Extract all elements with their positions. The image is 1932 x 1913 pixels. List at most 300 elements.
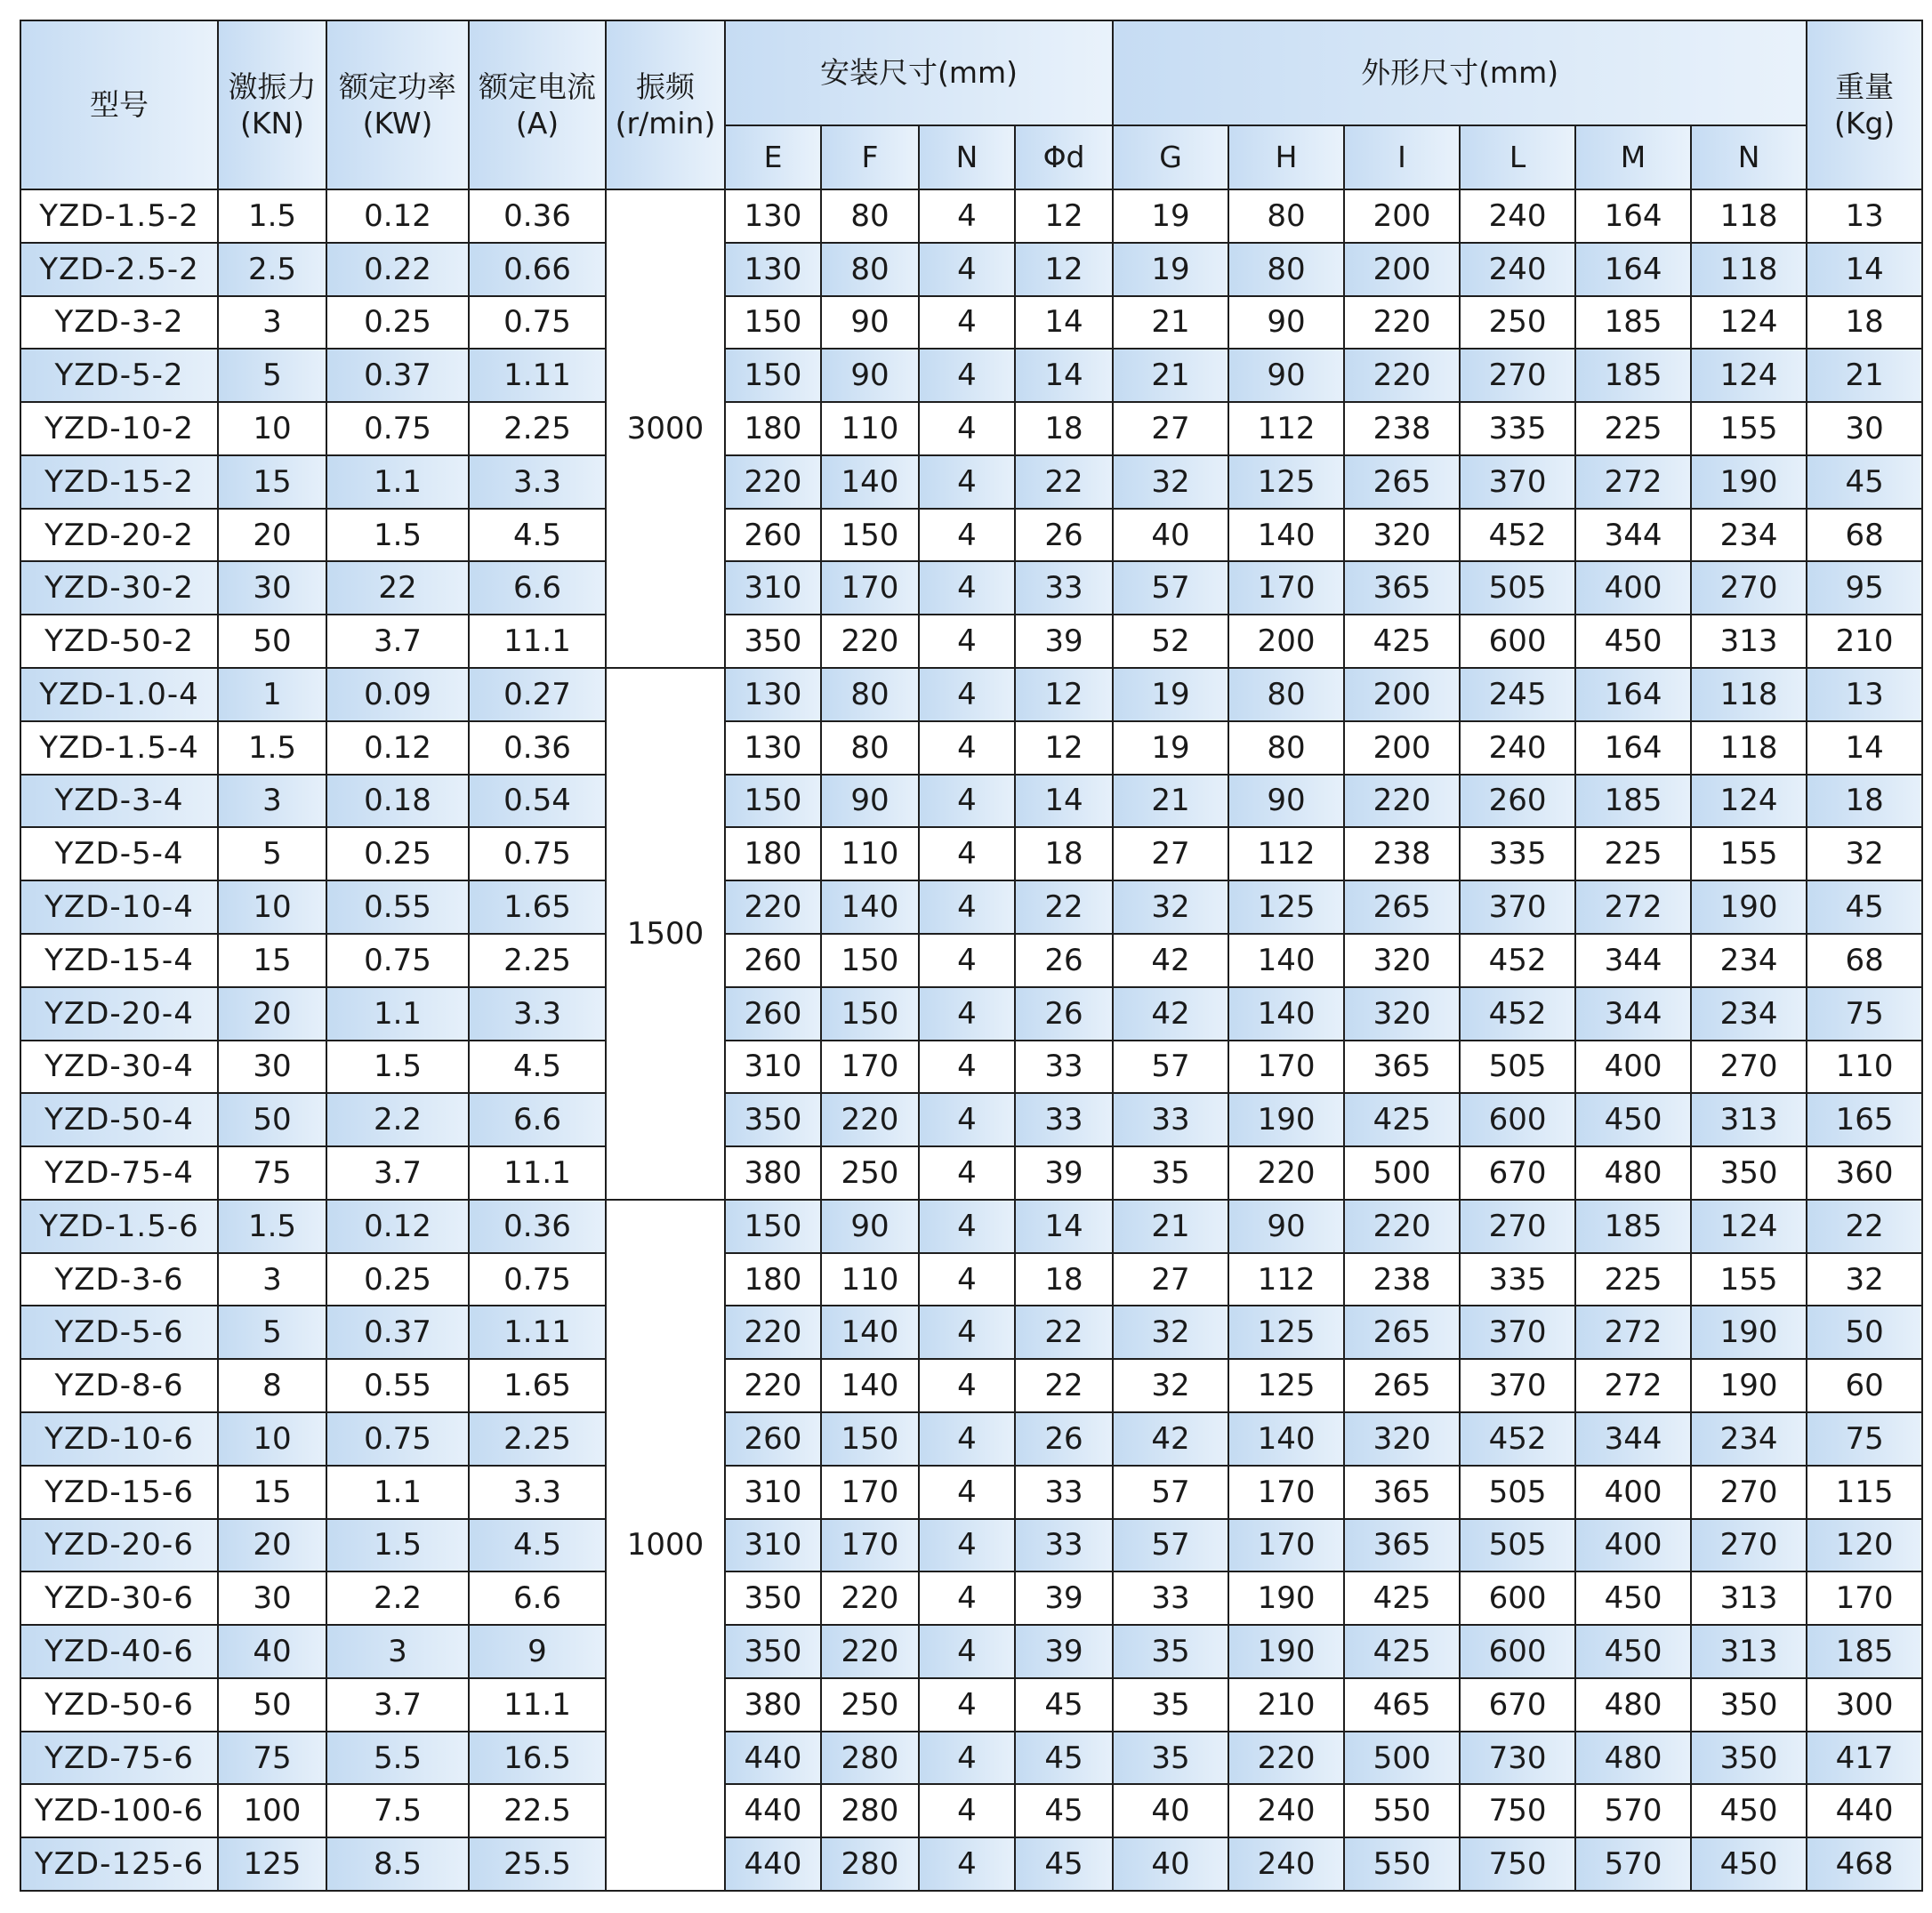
table-cell: 452 — [1460, 509, 1575, 562]
table-row — [20, 1041, 1922, 1094]
table-cell: 155 — [1691, 827, 1807, 880]
table-cell: 14 — [1807, 243, 1922, 296]
table-cell: 8 — [218, 1359, 326, 1412]
table-cell: 234 — [1691, 1412, 1807, 1466]
table-cell: 1.1 — [326, 987, 469, 1041]
table-cell: 170 — [821, 1519, 919, 1572]
table-cell: 0.54 — [469, 775, 606, 828]
table-row — [20, 1146, 1922, 1200]
table-cell: 260 — [725, 509, 821, 562]
model-cell: YZD-10-6 — [20, 1412, 218, 1466]
table-cell: 45 — [1015, 1678, 1113, 1732]
model-cell: YZD-1.5-4 — [20, 721, 218, 775]
table-cell: 265 — [1344, 1306, 1460, 1359]
table-cell: 400 — [1575, 1519, 1691, 1572]
subheader-outline-col: I — [1344, 125, 1460, 189]
table-cell: 360 — [1807, 1146, 1922, 1200]
table-cell: 2.2 — [326, 1571, 469, 1625]
model-cell: YZD-15-4 — [20, 934, 218, 987]
table-cell: 1.65 — [469, 1359, 606, 1412]
table-row — [20, 296, 1922, 350]
table-cell: 313 — [1691, 615, 1807, 668]
table-cell: 417 — [1807, 1732, 1922, 1785]
table-cell: 185 — [1575, 1200, 1691, 1253]
table-cell: 90 — [1228, 296, 1344, 350]
model-cell: YZD-50-2 — [20, 615, 218, 668]
table-cell: 750 — [1460, 1837, 1575, 1891]
table-cell: 26 — [1015, 934, 1113, 987]
table-cell: 13 — [1807, 189, 1922, 243]
table-cell: 22 — [1015, 1306, 1113, 1359]
model-cell: YZD-3-2 — [20, 296, 218, 350]
table-cell: 450 — [1575, 615, 1691, 668]
table-cell: 234 — [1691, 509, 1807, 562]
table-cell: 90 — [821, 775, 919, 828]
table-cell: 272 — [1575, 1306, 1691, 1359]
table-cell: 125 — [1228, 1306, 1344, 1359]
table-cell: 0.12 — [326, 189, 469, 243]
table-cell: 9 — [469, 1625, 606, 1678]
table-cell: 33 — [1015, 561, 1113, 615]
table-cell: 32 — [1113, 880, 1228, 934]
table-cell: 32 — [1807, 827, 1922, 880]
table-cell: 27 — [1113, 402, 1228, 455]
table-cell: 260 — [1460, 775, 1575, 828]
table-row — [20, 721, 1922, 775]
table-row — [20, 1571, 1922, 1625]
table-cell: 220 — [725, 455, 821, 509]
table-cell: 350 — [1691, 1732, 1807, 1785]
table-cell: 125 — [218, 1837, 326, 1891]
table-cell: 180 — [725, 827, 821, 880]
table-cell: 21 — [1113, 349, 1228, 402]
table-cell: 33 — [1015, 1519, 1113, 1572]
table-cell: 313 — [1691, 1093, 1807, 1146]
table-cell: 33 — [1015, 1093, 1113, 1146]
table-cell: 0.37 — [326, 1306, 469, 1359]
table-cell: 118 — [1691, 721, 1807, 775]
table-cell: 380 — [725, 1146, 821, 1200]
table-cell: 45 — [1807, 880, 1922, 934]
table-cell: 5.5 — [326, 1732, 469, 1785]
subheader-install-col: Φd — [1015, 125, 1113, 189]
table-cell: 12 — [1015, 668, 1113, 721]
table-cell: 11.1 — [469, 1146, 606, 1200]
model-cell: YZD-10-4 — [20, 880, 218, 934]
table-cell: 365 — [1344, 1519, 1460, 1572]
table-cell: 344 — [1575, 934, 1691, 987]
table-cell: 0.36 — [469, 189, 606, 243]
table-cell: 365 — [1344, 561, 1460, 615]
table-cell: 272 — [1575, 880, 1691, 934]
table-cell: 238 — [1344, 827, 1460, 880]
table-cell: 365 — [1344, 1041, 1460, 1094]
table-cell: 11.1 — [469, 615, 606, 668]
table-cell: 3.7 — [326, 1146, 469, 1200]
table-row — [20, 1784, 1922, 1837]
table-cell: 130 — [725, 243, 821, 296]
table-cell: 10 — [218, 1412, 326, 1466]
table-cell: 33 — [1113, 1093, 1228, 1146]
table-cell: 1.1 — [326, 1466, 469, 1519]
table-cell: 670 — [1460, 1146, 1575, 1200]
table-cell: 7.5 — [326, 1784, 469, 1837]
table-cell: 4 — [919, 1625, 1015, 1678]
table-cell: 245 — [1460, 668, 1575, 721]
table-cell: 4 — [919, 1732, 1015, 1785]
table-cell: 12 — [1015, 189, 1113, 243]
model-cell: YZD-75-4 — [20, 1146, 218, 1200]
table-row — [20, 668, 1922, 721]
table-cell: 18 — [1807, 296, 1922, 350]
table-cell: 30 — [218, 561, 326, 615]
table-cell: 68 — [1807, 934, 1922, 987]
table-cell: 164 — [1575, 243, 1691, 296]
table-cell: 350 — [1691, 1678, 1807, 1732]
table-cell: 19 — [1113, 243, 1228, 296]
table-cell: 4 — [919, 189, 1015, 243]
table-cell: 6.6 — [469, 561, 606, 615]
table-cell: 125 — [1228, 880, 1344, 934]
table-cell: 220 — [725, 880, 821, 934]
table-cell: 4 — [919, 509, 1015, 562]
frequency-cell: 3000 — [606, 189, 725, 668]
table-cell: 11.1 — [469, 1678, 606, 1732]
table-cell: 32 — [1113, 1359, 1228, 1412]
table-cell: 39 — [1015, 1571, 1113, 1625]
table-cell: 0.66 — [469, 243, 606, 296]
table-cell: 0.55 — [326, 880, 469, 934]
model-cell: YZD-100-6 — [20, 1784, 218, 1837]
table-cell: 50 — [218, 1093, 326, 1146]
table-row — [20, 1093, 1922, 1146]
table-cell: 1.5 — [326, 1519, 469, 1572]
subheader-outline-col: G — [1113, 125, 1228, 189]
table-cell: 320 — [1344, 934, 1460, 987]
header-current: 额定电流 (A) — [469, 20, 606, 189]
table-cell: 170 — [821, 561, 919, 615]
table-cell: 14 — [1015, 296, 1113, 350]
table-cell: 234 — [1691, 987, 1807, 1041]
table-row — [20, 1253, 1922, 1306]
table-cell: 68 — [1807, 509, 1922, 562]
table-cell: 155 — [1691, 1253, 1807, 1306]
table-cell: 320 — [1344, 509, 1460, 562]
table-cell: 170 — [1228, 561, 1344, 615]
table-cell: 200 — [1344, 668, 1460, 721]
table-cell: 505 — [1460, 1041, 1575, 1094]
table-cell: 270 — [1460, 349, 1575, 402]
table-cell: 440 — [725, 1837, 821, 1891]
table-row — [20, 1359, 1922, 1412]
table-cell: 4 — [919, 721, 1015, 775]
table-cell: 4 — [919, 1200, 1015, 1253]
table-row — [20, 880, 1922, 934]
table-cell: 4 — [919, 1519, 1015, 1572]
header-force: 激振力 (KN) — [218, 20, 326, 189]
table-cell: 75 — [1807, 1412, 1922, 1466]
table-cell: 0.36 — [469, 721, 606, 775]
table-cell: 310 — [725, 561, 821, 615]
table-cell: 150 — [725, 775, 821, 828]
table-cell: 20 — [218, 987, 326, 1041]
table-cell: 150 — [821, 987, 919, 1041]
table-cell: 3.7 — [326, 615, 469, 668]
table-cell: 80 — [1228, 189, 1344, 243]
table-cell: 313 — [1691, 1571, 1807, 1625]
table-cell: 600 — [1460, 1571, 1575, 1625]
table-cell: 22 — [326, 561, 469, 615]
table-row — [20, 615, 1922, 668]
table-cell: 35 — [1113, 1732, 1228, 1785]
table-cell: 33 — [1015, 1466, 1113, 1519]
table-cell: 500 — [1344, 1146, 1460, 1200]
table-cell: 16.5 — [469, 1732, 606, 1785]
table-cell: 4 — [919, 1306, 1015, 1359]
table-cell: 22.5 — [469, 1784, 606, 1837]
table-row — [20, 827, 1922, 880]
table-cell: 22 — [1015, 455, 1113, 509]
table-row — [20, 1412, 1922, 1466]
table-cell: 4 — [919, 1466, 1015, 1519]
table-cell: 140 — [1228, 509, 1344, 562]
table-cell: 505 — [1460, 1519, 1575, 1572]
table-cell: 170 — [1228, 1519, 1344, 1572]
model-cell: YZD-30-4 — [20, 1041, 218, 1094]
table-cell: 425 — [1344, 1571, 1460, 1625]
table-cell: 505 — [1460, 561, 1575, 615]
table-cell: 220 — [821, 1571, 919, 1625]
table-cell: 80 — [821, 243, 919, 296]
table-cell: 370 — [1460, 455, 1575, 509]
table-cell: 0.25 — [326, 827, 469, 880]
table-cell: 480 — [1575, 1146, 1691, 1200]
table-cell: 310 — [725, 1519, 821, 1572]
table-cell: 3 — [218, 1253, 326, 1306]
table-cell: 118 — [1691, 668, 1807, 721]
table-row — [20, 1678, 1922, 1732]
table-cell: 45 — [1015, 1732, 1113, 1785]
model-cell: YZD-125-6 — [20, 1837, 218, 1891]
table-cell: 220 — [725, 1306, 821, 1359]
table-cell: 140 — [1228, 987, 1344, 1041]
table-cell: 140 — [821, 1359, 919, 1412]
table-cell: 220 — [1344, 775, 1460, 828]
table-cell: 3.3 — [469, 455, 606, 509]
table-cell: 190 — [1228, 1571, 1344, 1625]
table-cell: 80 — [821, 189, 919, 243]
table-cell: 0.27 — [469, 668, 606, 721]
table-cell: 220 — [1344, 296, 1460, 350]
table-cell: 27 — [1113, 827, 1228, 880]
table-cell: 75 — [218, 1732, 326, 1785]
table-cell: 234 — [1691, 934, 1807, 987]
table-cell: 0.55 — [326, 1359, 469, 1412]
table-cell: 0.75 — [469, 1253, 606, 1306]
table-row — [20, 1466, 1922, 1519]
subheader-outline-col: N — [1691, 125, 1807, 189]
model-cell: YZD-50-4 — [20, 1093, 218, 1146]
table-cell: 75 — [1807, 987, 1922, 1041]
table-cell: 4 — [919, 1146, 1015, 1200]
subheader-install-col: E — [725, 125, 821, 189]
table-cell: 30 — [1807, 402, 1922, 455]
header-model: 型号 — [20, 20, 218, 189]
table-cell: 450 — [1575, 1571, 1691, 1625]
table-cell: 6.6 — [469, 1571, 606, 1625]
table-cell: 4 — [919, 296, 1015, 350]
table-cell: 75 — [218, 1146, 326, 1200]
header-install-dimensions: 安装尺寸(mm) — [725, 20, 1113, 125]
table-cell: 42 — [1113, 934, 1228, 987]
table-cell: 225 — [1575, 402, 1691, 455]
table-cell: 220 — [1344, 349, 1460, 402]
table-cell: 164 — [1575, 668, 1691, 721]
table-cell: 124 — [1691, 296, 1807, 350]
table-cell: 15 — [218, 934, 326, 987]
table-cell: 22 — [1015, 880, 1113, 934]
table-cell: 14 — [1807, 721, 1922, 775]
table-cell: 39 — [1015, 615, 1113, 668]
table-cell: 190 — [1691, 1306, 1807, 1359]
table-cell: 190 — [1228, 1625, 1344, 1678]
table-cell: 272 — [1575, 1359, 1691, 1412]
table-cell: 4 — [919, 775, 1015, 828]
table-cell: 140 — [1228, 1412, 1344, 1466]
table-cell: 220 — [1228, 1146, 1344, 1200]
table-cell: 185 — [1575, 349, 1691, 402]
table-cell: 39 — [1015, 1146, 1113, 1200]
table-cell: 165 — [1807, 1093, 1922, 1146]
table-cell: 210 — [1807, 615, 1922, 668]
table-cell: 225 — [1575, 827, 1691, 880]
table-cell: 26 — [1015, 509, 1113, 562]
table-cell: 2.2 — [326, 1093, 469, 1146]
model-cell: YZD-1.0-4 — [20, 668, 218, 721]
table-cell: 19 — [1113, 668, 1228, 721]
table-cell: 90 — [1228, 349, 1344, 402]
subheader-install-col: N — [919, 125, 1015, 189]
table-cell: 260 — [725, 1412, 821, 1466]
table-cell: 350 — [725, 1571, 821, 1625]
table-cell: 1.5 — [218, 721, 326, 775]
table-cell: 80 — [1228, 721, 1344, 775]
table-cell: 0.18 — [326, 775, 469, 828]
table-cell: 150 — [821, 509, 919, 562]
table-cell: 190 — [1691, 1359, 1807, 1412]
table-cell: 170 — [1228, 1466, 1344, 1519]
table-cell: 80 — [821, 668, 919, 721]
table-cell: 4 — [919, 243, 1015, 296]
table-cell: 4.5 — [469, 509, 606, 562]
table-cell: 52 — [1113, 615, 1228, 668]
table-cell: 185 — [1575, 775, 1691, 828]
table-cell: 18 — [1015, 402, 1113, 455]
table-cell: 0.75 — [326, 402, 469, 455]
table-cell: 270 — [1460, 1200, 1575, 1253]
table-cell: 110 — [821, 827, 919, 880]
table-cell: 365 — [1344, 1466, 1460, 1519]
table-cell: 30 — [218, 1041, 326, 1094]
table-cell: 220 — [1228, 1732, 1344, 1785]
table-cell: 370 — [1460, 880, 1575, 934]
table-cell: 45 — [1015, 1837, 1113, 1891]
table-cell: 42 — [1113, 987, 1228, 1041]
table-cell: 4 — [919, 1253, 1015, 1306]
table-cell: 4 — [919, 1571, 1015, 1625]
table-cell: 440 — [725, 1784, 821, 1837]
table-cell: 0.22 — [326, 243, 469, 296]
table-row — [20, 455, 1922, 509]
table-cell: 0.25 — [326, 296, 469, 350]
table-cell: 190 — [1228, 1093, 1344, 1146]
table-row — [20, 349, 1922, 402]
table-cell: 0.09 — [326, 668, 469, 721]
table-cell: 22 — [1807, 1200, 1922, 1253]
table-cell: 425 — [1344, 615, 1460, 668]
table-cell: 4 — [919, 1784, 1015, 1837]
table-cell: 570 — [1575, 1784, 1691, 1837]
header-frequency: 振频 (r/min) — [606, 20, 725, 189]
table-cell: 260 — [725, 987, 821, 1041]
table-cell: 50 — [218, 1678, 326, 1732]
table-cell: 18 — [1807, 775, 1922, 828]
table-cell: 4 — [919, 880, 1015, 934]
frequency-cell: 1000 — [606, 1200, 725, 1891]
table-cell: 210 — [1228, 1678, 1344, 1732]
table-cell: 140 — [821, 455, 919, 509]
table-cell: 4 — [919, 402, 1015, 455]
table-cell: 1.11 — [469, 1306, 606, 1359]
table-cell: 320 — [1344, 987, 1460, 1041]
header-power: 额定功率 (KW) — [326, 20, 469, 189]
table-cell: 40 — [1113, 1837, 1228, 1891]
table-cell: 240 — [1460, 721, 1575, 775]
table-cell: 26 — [1015, 987, 1113, 1041]
model-cell: YZD-1.5-6 — [20, 1200, 218, 1253]
table-cell: 50 — [218, 615, 326, 668]
table-row — [20, 561, 1922, 615]
table-cell: 22 — [1015, 1359, 1113, 1412]
table-cell: 8.5 — [326, 1837, 469, 1891]
table-body — [20, 189, 1922, 1891]
table-cell: 90 — [1228, 775, 1344, 828]
table-cell: 20 — [218, 509, 326, 562]
table-cell: 110 — [1807, 1041, 1922, 1094]
table-cell: 335 — [1460, 1253, 1575, 1306]
model-cell: YZD-15-2 — [20, 455, 218, 509]
table-cell: 150 — [821, 934, 919, 987]
table-cell: 272 — [1575, 455, 1691, 509]
table-cell: 250 — [821, 1678, 919, 1732]
table-cell: 270 — [1691, 1519, 1807, 1572]
table-cell: 450 — [1691, 1784, 1807, 1837]
table-cell: 3 — [326, 1625, 469, 1678]
table-cell: 140 — [1228, 934, 1344, 987]
table-cell: 57 — [1113, 1519, 1228, 1572]
table-cell: 380 — [725, 1678, 821, 1732]
model-cell: YZD-30-6 — [20, 1571, 218, 1625]
table-cell: 452 — [1460, 934, 1575, 987]
table-cell: 10 — [218, 402, 326, 455]
table-cell: 4 — [919, 455, 1015, 509]
table-cell: 600 — [1460, 1093, 1575, 1146]
table-cell: 21 — [1113, 296, 1228, 350]
table-cell: 112 — [1228, 402, 1344, 455]
table-cell: 190 — [1691, 880, 1807, 934]
table-cell: 1.5 — [218, 189, 326, 243]
table-cell: 185 — [1807, 1625, 1922, 1678]
